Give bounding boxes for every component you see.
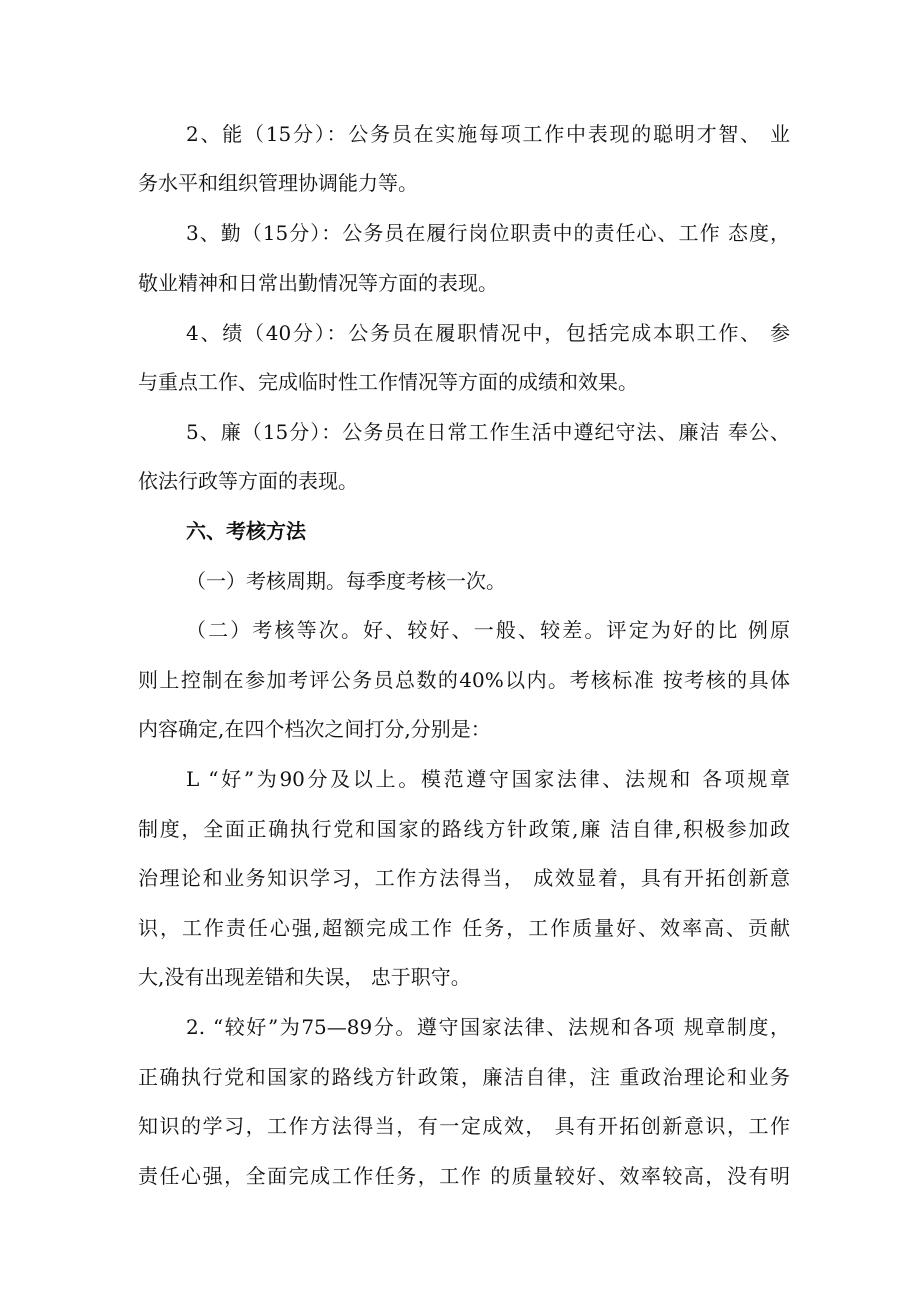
para-good-line-3: 治理论和业务知识学习，工作方法得当， 成效显着，具有开拓创新意 bbox=[138, 866, 790, 890]
para-qin-line-1: 3、勤（15分）：公务员在履行岗位职责中的责任心、工作 态度， bbox=[186, 221, 790, 245]
para-lian-line-1: 5、廉（15分）：公务员在日常工作生活中遵纪守法、廉洁 奉公、 bbox=[186, 420, 790, 444]
para-good-line-2: 制度，全面正确执行党和国家的路线方针政策,廉 洁自律,积极参加政 bbox=[138, 817, 790, 841]
section-heading-assessment-method: 六、考核方法 bbox=[186, 519, 306, 543]
para-lian-line-2: 依法行政等方面的表现。 bbox=[138, 469, 358, 493]
para-good-line-4: 识，工作责任心强,超额完成工作 任务，工作质量好、效率高、贡献 bbox=[138, 916, 790, 940]
para-good-line-5: 大,没有出现差错和失误， 忠于职守。 bbox=[138, 965, 471, 989]
para-fairly-good-line-2: 正确执行党和国家的路线方针政策，廉洁自律，注 重政治理论和业务 bbox=[138, 1065, 790, 1089]
para-fairly-good-line-3: 知识的学习，工作方法得当，有一定成效， 具有开拓创新意识，工作 bbox=[138, 1114, 790, 1138]
para-grades-line-1: （二）考核等次。好、较好、一般、较差。评定为好的比 例原 bbox=[186, 618, 790, 642]
para-neng-line-2: 务水平和组织管理协调能力等。 bbox=[138, 171, 418, 195]
para-ji-line-1: 4、绩（40分）：公务员在履职情况中，包括完成本职工作、 参 bbox=[186, 321, 790, 345]
para-fairly-good-line-4: 责任心强，全面完成工作任务，工作 的质量较好、效率较高，没有明 bbox=[138, 1164, 790, 1188]
para-grades-line-3: 内容确定,在四个档次之间打分,分别是： bbox=[138, 717, 491, 741]
para-fairly-good-line-1: 2. “较好”为75—89分。遵守国家法律、法规和各项 规章制度， bbox=[186, 1015, 790, 1039]
para-ji-line-2: 与重点工作、完成临时性工作情况等方面的成绩和效果。 bbox=[138, 370, 638, 394]
para-qin-line-2: 敬业精神和日常出勤情况等方面的表现。 bbox=[138, 271, 498, 295]
para-grades-line-2: 则上控制在参加考评公务员总数的40%以内。考核标准 按考核的具体 bbox=[138, 668, 790, 692]
para-cycle: （一）考核周期。每季度考核一次。 bbox=[186, 569, 506, 593]
para-good-line-1: L “好”为90分及以上。模范遵守国家法律、法规和 各项规章 bbox=[186, 767, 790, 791]
para-neng-line-1: 2、能（15分）：公务员在实施每项工作中表现的聪明才智、 业 bbox=[186, 122, 790, 146]
